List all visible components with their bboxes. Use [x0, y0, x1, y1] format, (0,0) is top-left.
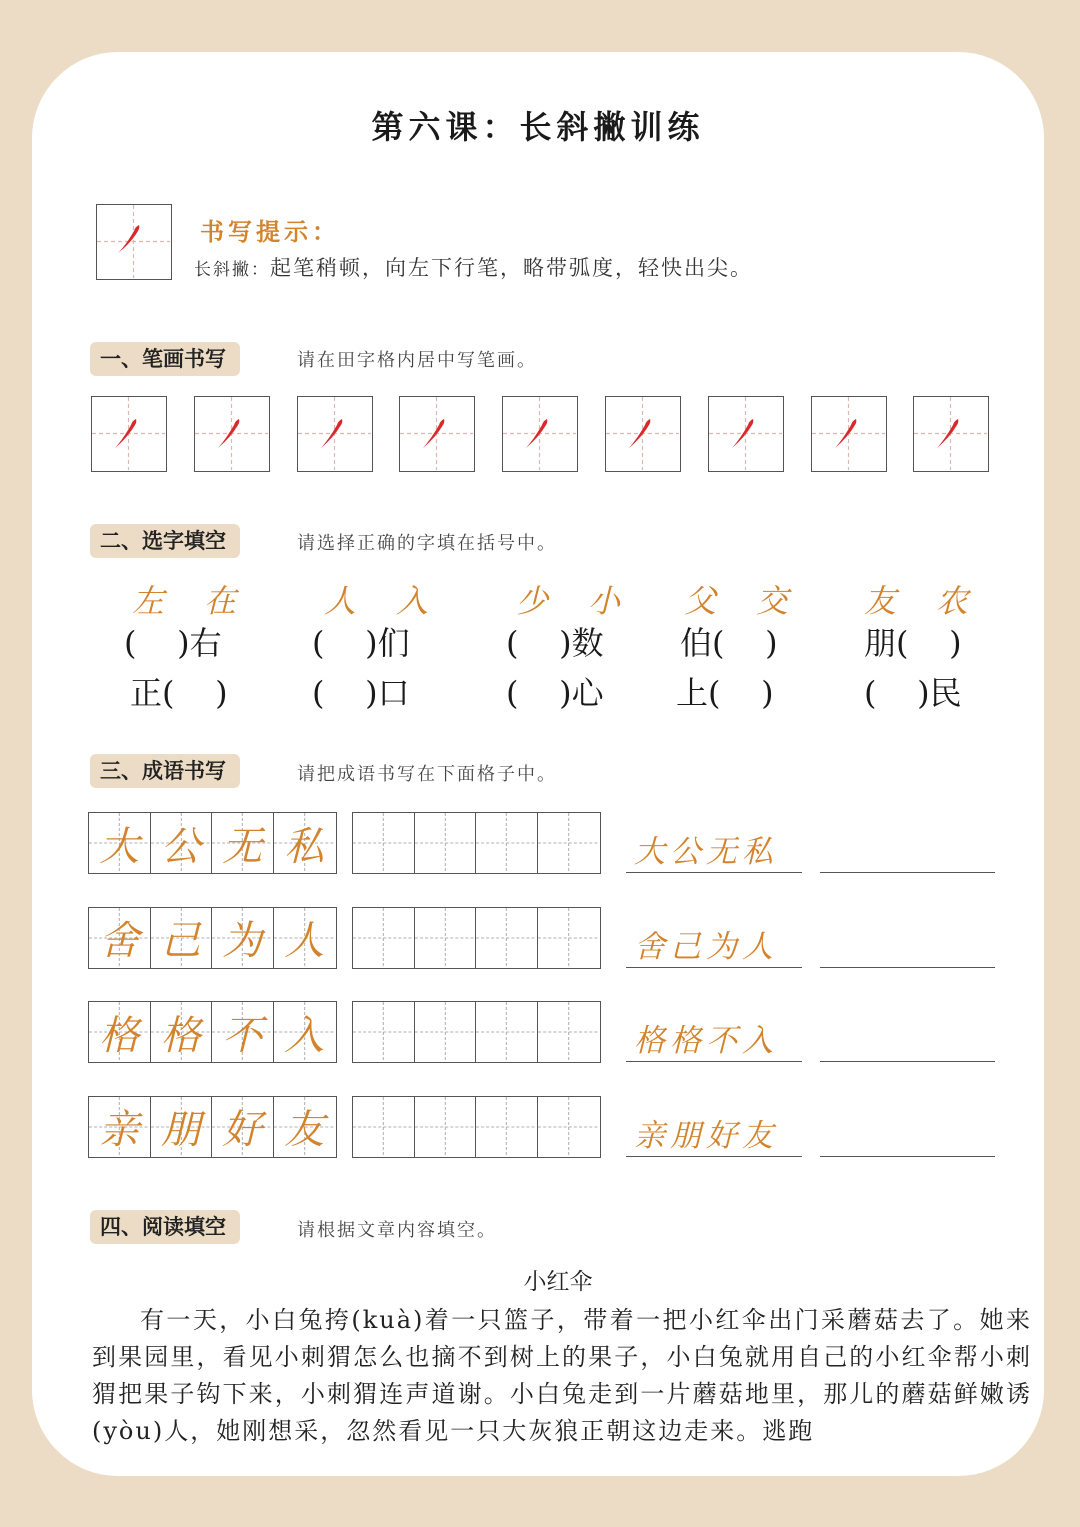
idiom-char-cell: [89, 908, 151, 968]
idiom-char-cell: [151, 908, 213, 968]
tip-body: 起笔稍顿，向左下行笔，略带弧度，轻快出尖。: [270, 256, 753, 280]
idiom-char-cell: [212, 813, 274, 873]
stroke-grid-cell[interactable]: [194, 396, 270, 472]
idiom-practice-cell[interactable]: [538, 813, 600, 873]
idiom-char-cell: [274, 1097, 336, 1157]
stroke-grid-cell[interactable]: [913, 396, 989, 472]
idiom-practice-grid[interactable]: [352, 812, 601, 874]
stroke-grid-cell[interactable]: [708, 396, 784, 472]
idiom-char: 公: [160, 823, 201, 870]
section-4-label: 四、阅读填空: [90, 1210, 240, 1244]
idiom-practice-cell[interactable]: [415, 813, 477, 873]
choice-1-option-1: 左: [132, 582, 165, 620]
section-3-hint: 请把成语书写在下面格子中。: [297, 764, 557, 785]
idiom-char-cell: [89, 1097, 151, 1157]
idiom-sample-text: 格格不入: [634, 1023, 778, 1059]
story-title: 小红伞: [523, 1269, 593, 1295]
choice-3-line-1: ( )数: [506, 624, 604, 662]
idiom-char-cell: [274, 908, 336, 968]
section-3-label: 三、成语书写: [90, 754, 240, 788]
idiom-char: 朋: [160, 1107, 201, 1153]
stroke-grid-cell[interactable]: [399, 396, 475, 472]
section-1-hint: 请在田字格内居中写笔画。: [297, 350, 537, 371]
idiom-char-cell: [151, 1097, 213, 1157]
section-1-label: 一、笔画书写: [90, 342, 240, 376]
idiom-char: 无: [222, 823, 263, 870]
choice-4-option-2: 交: [756, 582, 789, 620]
idiom-char-cell: [151, 1002, 213, 1062]
stroke-grid-cell[interactable]: [605, 396, 681, 472]
idiom-char-cell: [151, 813, 213, 873]
worksheet-page: [32, 52, 1044, 1476]
idiom-practice-grid[interactable]: [352, 1001, 601, 1063]
idiom-char-cell: [89, 813, 151, 873]
idiom-write-line[interactable]: [820, 872, 995, 873]
idiom-char: 好: [222, 1107, 263, 1153]
choice-1-option-2: 在: [204, 582, 237, 620]
idiom-practice-cell[interactable]: [415, 1002, 477, 1062]
choice-4-line-2: 上( ): [676, 674, 774, 712]
idiom-practice-grid[interactable]: [352, 1096, 601, 1158]
idiom-char: 舍: [99, 918, 140, 964]
idiom-char: 入: [284, 1012, 325, 1059]
idiom-char-cell: [274, 1002, 336, 1062]
idiom-char: 不: [222, 1012, 263, 1059]
idiom-practice-cell[interactable]: [353, 1002, 415, 1062]
idiom-practice-grid[interactable]: [352, 907, 601, 969]
idiom-write-line[interactable]: [820, 967, 995, 968]
idiom-practice-cell[interactable]: [476, 813, 538, 873]
idiom-sample-underline: [626, 967, 802, 968]
choice-5-option-2: 农: [936, 582, 969, 620]
stroke-grid-cell[interactable]: [811, 396, 887, 472]
idiom-example-grid: [88, 812, 337, 874]
choice-5-option-1: 友: [864, 582, 897, 620]
idiom-sample-underline: [626, 1156, 802, 1157]
section-4-hint: 请根据文章内容填空。: [297, 1220, 497, 1241]
choice-2-line-2: ( )口: [312, 674, 410, 712]
idiom-sample-text: 大公无私: [634, 834, 778, 870]
story-body: [92, 1302, 1032, 1450]
tip-label: 长斜撇：: [194, 260, 270, 280]
idiom-practice-cell[interactable]: [415, 1097, 477, 1157]
stroke-grid-cell[interactable]: [502, 396, 578, 472]
idiom-practice-cell[interactable]: [415, 908, 477, 968]
idiom-practice-cell[interactable]: [353, 908, 415, 968]
idiom-sample-text: 舍己为人: [634, 928, 778, 965]
stroke-grid-cell[interactable]: [91, 396, 167, 472]
idiom-practice-cell[interactable]: [353, 813, 415, 873]
idiom-practice-cell[interactable]: [353, 1097, 415, 1157]
choice-3-line-2: ( )心: [506, 674, 604, 712]
tip-text: [194, 252, 753, 282]
choice-4-option-1: 父: [684, 582, 717, 620]
idiom-char-cell: [212, 1097, 274, 1157]
idiom-char-cell: [274, 813, 336, 873]
choice-5-line-1: 朋( ): [864, 624, 962, 662]
idiom-practice-cell[interactable]: [538, 1002, 600, 1062]
page-title: 第六课：长斜撇训练: [371, 108, 705, 146]
choice-5-line-2: ( )民: [864, 674, 962, 712]
idiom-practice-cell[interactable]: [538, 908, 600, 968]
idiom-char: 己: [160, 918, 201, 964]
idiom-char: 亲: [99, 1107, 140, 1153]
idiom-write-line[interactable]: [820, 1156, 995, 1157]
choice-2-option-2: 入: [396, 582, 429, 620]
idiom-practice-cell[interactable]: [476, 1097, 538, 1157]
idiom-sample-underline: [626, 1061, 802, 1062]
choice-3-option-1: 少: [516, 582, 549, 620]
section-2-hint: 请选择正确的字填在括号中。: [297, 533, 557, 554]
idiom-char-cell: [89, 1002, 151, 1062]
stroke-grid-cell[interactable]: [297, 396, 373, 472]
idiom-char: 大: [99, 823, 140, 870]
idiom-practice-cell[interactable]: [538, 1097, 600, 1157]
idiom-char-cell: [212, 908, 274, 968]
idiom-example-grid: [88, 1001, 337, 1063]
idiom-example-grid: [88, 1096, 337, 1158]
choice-1-line-1: ( )右: [124, 624, 222, 662]
choice-1-line-2: 正( ): [130, 674, 228, 712]
section-2-label: 二、选字填空: [90, 524, 240, 558]
idiom-practice-cell[interactable]: [476, 1002, 538, 1062]
tip-heading: 书写提示：: [200, 217, 340, 246]
idiom-char: 人: [284, 918, 325, 964]
idiom-char-cell: [212, 1002, 274, 1062]
idiom-char: 格: [99, 1012, 140, 1059]
idiom-practice-cell[interactable]: [476, 908, 538, 968]
story-paragraph: 有一天，小白兔挎(kuà)着一只篮子，带着一把小红伞出门采蘑菇去了。她来到果园里，看见小刺猬怎么也摘不到树上的果子，小白兔就用自己的小红伞帮小刺猬把果子钩下来，小刺猬连声道谢。小白兔走到一片蘑菇地里，那儿的蘑菇鲜嫩诱(yòu)人，她刚想采，忽然看见一只大灰狼正朝这边走来。逃跑: [92, 1306, 1032, 1445]
choice-3-option-2: 小: [588, 582, 621, 620]
idiom-sample-text: 亲朋好友: [634, 1117, 778, 1154]
choice-2-option-1: 人: [324, 582, 357, 620]
idiom-char: 私: [284, 823, 325, 870]
tip-stroke-grid: [96, 204, 172, 280]
idiom-write-line[interactable]: [820, 1061, 995, 1062]
idiom-char: 友: [284, 1107, 325, 1153]
idiom-example-grid: [88, 907, 337, 969]
idiom-char: 为: [222, 918, 263, 964]
choice-4-line-1: 伯( ): [680, 624, 778, 662]
choice-2-line-1: ( )们: [312, 624, 410, 662]
idiom-sample-underline: [626, 872, 802, 873]
idiom-char: 格: [160, 1012, 201, 1059]
